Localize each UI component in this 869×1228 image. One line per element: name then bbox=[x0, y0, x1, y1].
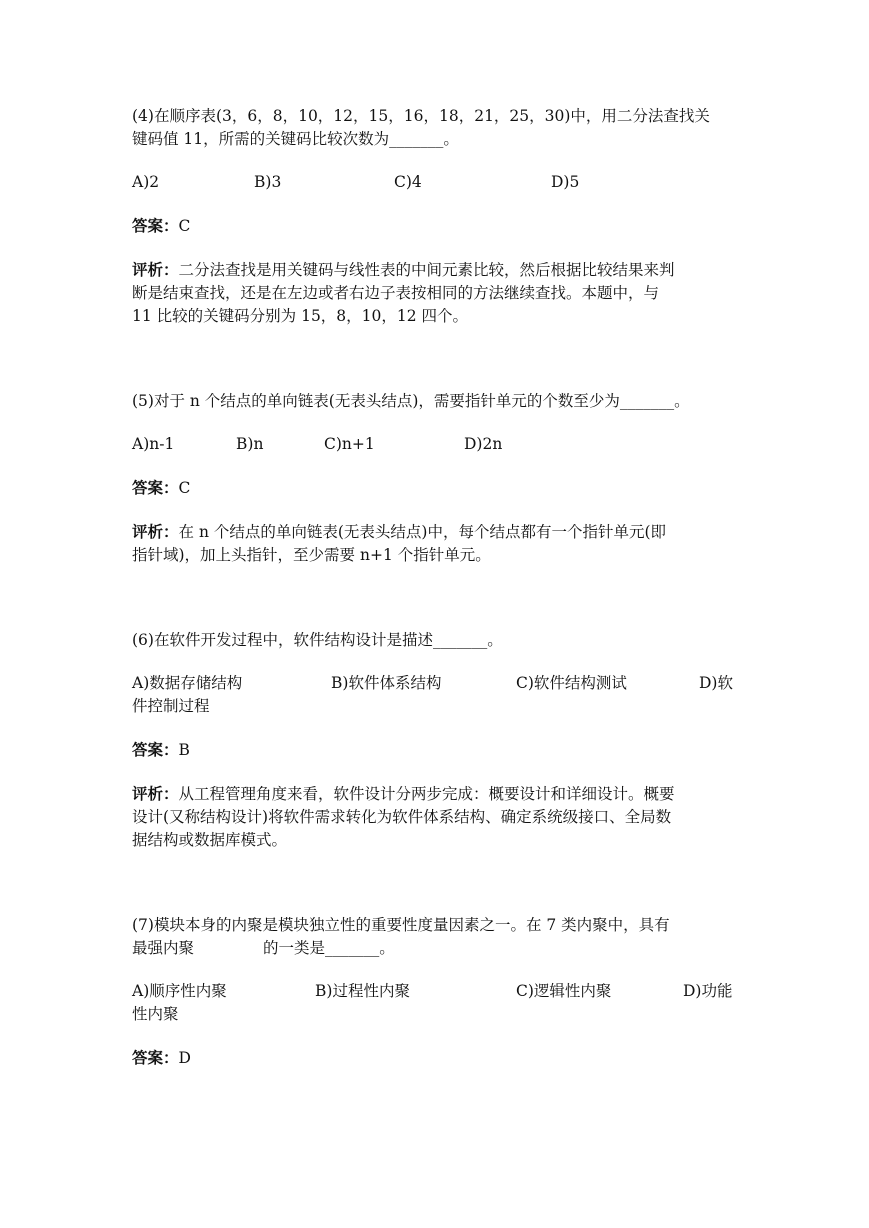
analysis-label: 评析： bbox=[132, 784, 179, 803]
option-b: B)软件体系结构 bbox=[331, 674, 442, 692]
answer-value: C bbox=[178, 479, 191, 497]
option-b: B)过程性内聚 bbox=[315, 982, 410, 1000]
option-b: B)n bbox=[236, 435, 264, 453]
option-c: C)4 bbox=[394, 173, 422, 191]
answer-label: 答案： bbox=[132, 740, 179, 759]
analysis-text: 指针域)，加上头指针，至少需要 n+1 个指针单元。 bbox=[132, 546, 491, 564]
analysis-line bbox=[132, 521, 666, 543]
analysis-text: 从工程管理角度来看，软件设计分两步完成：概要设计和详细设计。概要 bbox=[178, 785, 675, 803]
analysis-label: 评析： bbox=[132, 522, 179, 541]
option-a: A)2 bbox=[132, 173, 160, 191]
option-c: C)逻辑性内聚 bbox=[516, 982, 612, 1000]
analysis-text: 11 比较的关键码分别为 15，8，10，12 四个。 bbox=[132, 307, 469, 325]
analysis-label: 评析： bbox=[132, 260, 179, 279]
option-a: A)顺序性内聚 bbox=[132, 982, 227, 1000]
option-d: D)功能 bbox=[683, 982, 733, 1000]
question-stem-line: (5)对于 n 个结点的单向链表(无表头结点)，需要指针单元的个数至少为_______。 bbox=[132, 392, 690, 410]
answer-label: 答案： bbox=[132, 1048, 179, 1067]
question-stem-line: (6)在软件开发过程中，软件结构设计是描述_______。 bbox=[132, 631, 503, 649]
answer-line bbox=[132, 477, 190, 499]
question-stem-line: 键码值 11，所需的关键码比较次数为_______。 bbox=[132, 130, 459, 148]
analysis-line bbox=[132, 259, 675, 281]
question-stem-line-a: 最强内聚 bbox=[132, 939, 195, 957]
question-stem-line: (4)在顺序表(3，6，8，10，12，15，16，18，21，25，30)中，用二分法查找关 bbox=[132, 107, 710, 125]
option-wrap: 性内聚 bbox=[132, 1005, 179, 1023]
answer-value: B bbox=[178, 741, 190, 759]
answer-line bbox=[132, 739, 190, 761]
analysis-text: 在 n 个结点的单向链表(无表头结点)中，每个结点都有一个指针单元(即 bbox=[178, 523, 666, 541]
analysis-text: 断是结束查找，还是在左边或者右边子表按相同的方法继续查找。本题中，与 bbox=[132, 284, 660, 302]
analysis-text: 据结构或数据库模式。 bbox=[132, 831, 288, 849]
answer-label: 答案： bbox=[132, 478, 179, 497]
option-c: C)软件结构测试 bbox=[516, 674, 627, 692]
answer-line bbox=[132, 1047, 191, 1069]
answer-label: 答案： bbox=[132, 216, 179, 235]
option-a: A)数据存储结构 bbox=[132, 674, 243, 692]
analysis-text: 设计(又称结构设计)将软件需求转化为软件体系结构、确定系统级接口、全局数 bbox=[132, 808, 672, 826]
analysis-line bbox=[132, 783, 675, 805]
question-stem-line: (7)模块本身的内聚是模块独立性的重要性度量因素之一。在 7 类内聚中，具有 bbox=[132, 916, 670, 934]
option-b: B)3 bbox=[254, 173, 282, 191]
option-d: D)5 bbox=[551, 173, 580, 191]
option-a: A)n-1 bbox=[132, 435, 175, 453]
option-wrap: 件控制过程 bbox=[132, 697, 210, 715]
question-stem-line-b: 的一类是_______。 bbox=[263, 939, 395, 957]
answer-value: C bbox=[178, 217, 191, 235]
option-d: D)2n bbox=[464, 435, 503, 453]
analysis-text: 二分法查找是用关键码与线性表的中间元素比较，然后根据比较结果来判 bbox=[178, 261, 675, 279]
option-d: D)软 bbox=[699, 674, 733, 692]
answer-line bbox=[132, 215, 190, 237]
answer-value: D bbox=[178, 1049, 191, 1067]
option-c: C)n+1 bbox=[324, 435, 375, 453]
